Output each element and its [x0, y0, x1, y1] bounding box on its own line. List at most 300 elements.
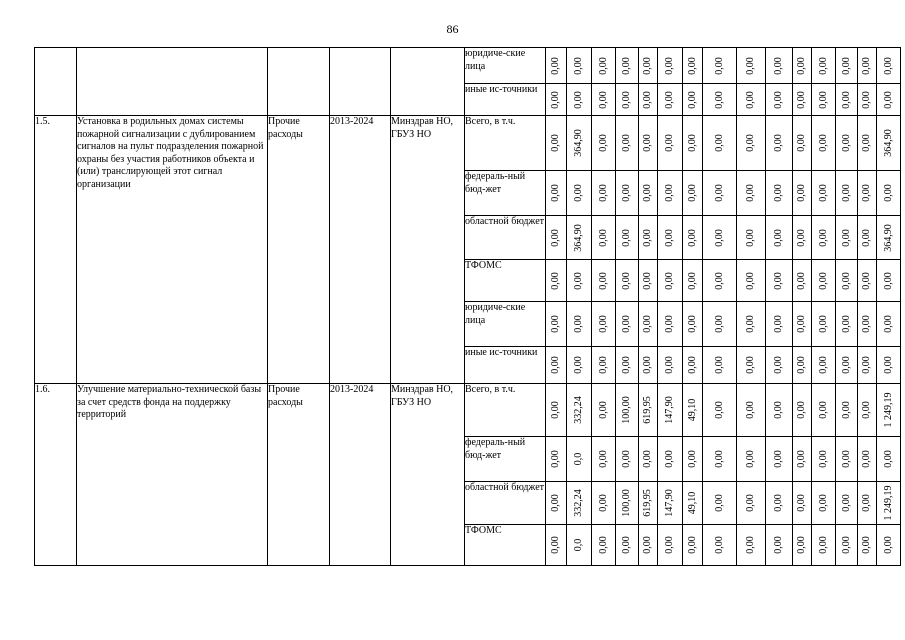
value-text: 0,00	[663, 536, 675, 554]
value-text: 0,00	[713, 356, 725, 374]
value-text: 0,00	[795, 450, 807, 468]
value-cell	[616, 482, 639, 525]
value-cell	[812, 384, 836, 437]
value-text: 0,00	[744, 494, 756, 512]
value-text: 0,00	[597, 56, 609, 75]
value-cell	[793, 437, 812, 482]
value-text: 0,00	[597, 90, 609, 109]
value-cell	[836, 216, 858, 260]
value-text: 0,00	[860, 356, 872, 374]
value-text: 0,00	[860, 56, 872, 75]
value-cell	[616, 171, 639, 216]
value-text: 0,00	[744, 536, 756, 554]
value-cell	[592, 482, 616, 525]
value-text: 0,00	[713, 401, 725, 419]
value-text: 0,00	[597, 494, 609, 512]
value-text: 0,00	[597, 134, 609, 152]
value-text: 364,90	[882, 129, 894, 157]
value-cell	[737, 482, 766, 525]
value-text: 0,00	[572, 184, 584, 202]
value-text: 0,00	[713, 271, 725, 290]
value-cell	[703, 482, 737, 525]
value-text: 0,00	[817, 450, 829, 468]
value-cell	[877, 260, 901, 302]
value-text: 332,24	[572, 396, 584, 424]
value-text: 0,00	[744, 90, 756, 109]
value-text: 0,00	[641, 134, 653, 152]
page-number: 86	[446, 22, 459, 36]
value-text: 49,10	[686, 491, 698, 515]
funding-source: иные ис-точники	[465, 84, 546, 116]
value-cell	[858, 116, 877, 171]
value-cell	[766, 525, 793, 566]
value-cell	[658, 525, 683, 566]
period: 2013-2024	[330, 384, 391, 566]
value-text: 0,00	[641, 536, 653, 554]
value-cell	[737, 302, 766, 347]
value-cell	[639, 525, 658, 566]
value-text: 0,00	[663, 356, 675, 374]
value-text: 0,00	[772, 401, 784, 419]
value-cell	[658, 384, 683, 437]
funding-source: ТФОМС	[465, 525, 546, 566]
value-cell	[639, 302, 658, 347]
value-text: 0,00	[597, 271, 609, 290]
value-text: 0,00	[686, 184, 698, 202]
value-text: 0,00	[882, 315, 894, 333]
value-text: 619,95	[641, 489, 653, 517]
value-cell	[683, 347, 703, 384]
funding-source: иные ис-точники	[465, 347, 546, 384]
value-text: 332,24	[572, 489, 584, 517]
value-cell	[737, 347, 766, 384]
value-cell	[836, 171, 858, 216]
value-cell	[639, 116, 658, 171]
value-cell	[546, 437, 567, 482]
value-text: 0,00	[663, 315, 675, 333]
value-text: 0,00	[686, 356, 698, 374]
value-cell	[877, 302, 901, 347]
value-text: 0,00	[817, 315, 829, 333]
value-text: 0,00	[597, 315, 609, 333]
value-cell	[592, 84, 616, 116]
value-text: 0,00	[882, 536, 894, 554]
value-text: 0,00	[744, 315, 756, 333]
value-cell	[737, 48, 766, 84]
value-cell	[592, 384, 616, 437]
executor: Минздрав НО, ГБУЗ НО	[391, 116, 465, 384]
value-text: 0,00	[686, 315, 698, 333]
value-cell	[766, 116, 793, 171]
value-text: 0,00	[620, 536, 632, 554]
value-cell	[793, 525, 812, 566]
value-text: 0,00	[795, 536, 807, 554]
value-text: 0,00	[713, 536, 725, 554]
expense-type-cell	[268, 48, 330, 116]
value-cell	[639, 171, 658, 216]
value-cell	[546, 482, 567, 525]
value-cell	[836, 84, 858, 116]
value-text: 364,90	[572, 129, 584, 157]
value-cell	[658, 482, 683, 525]
value-text: 0,00	[686, 271, 698, 290]
value-cell	[812, 116, 836, 171]
value-text: 0,00	[549, 315, 561, 333]
value-text: 0,00	[686, 450, 698, 468]
value-cell	[639, 216, 658, 260]
value-text: 0,00	[860, 184, 872, 202]
value-cell	[592, 216, 616, 260]
expense-type: Прочие расходы	[268, 384, 330, 566]
value-cell	[683, 384, 703, 437]
value-text: 0,00	[840, 450, 852, 468]
value-cell	[658, 216, 683, 260]
value-text: 0,00	[882, 356, 894, 374]
value-cell	[737, 384, 766, 437]
value-cell	[737, 260, 766, 302]
value-text: 0,00	[860, 90, 872, 109]
value-cell	[616, 347, 639, 384]
value-text: 0,00	[713, 494, 725, 512]
value-cell	[592, 260, 616, 302]
value-cell	[766, 48, 793, 84]
value-cell	[639, 347, 658, 384]
value-text: 0,00	[572, 356, 584, 374]
value-cell	[812, 525, 836, 566]
value-text: 364,90	[882, 223, 894, 252]
value-cell	[737, 437, 766, 482]
value-text: 0,00	[772, 494, 784, 512]
value-text: 0,00	[817, 56, 829, 75]
funding-source: ТФОМС	[465, 260, 546, 302]
value-cell	[877, 171, 901, 216]
value-cell	[836, 482, 858, 525]
value-text: 49,10	[686, 398, 698, 422]
value-cell	[639, 437, 658, 482]
value-text: 0,00	[713, 315, 725, 333]
value-cell	[703, 384, 737, 437]
value-text: 0,00	[620, 228, 632, 247]
value-text: 0,00	[817, 401, 829, 419]
period: 2013-2024	[330, 116, 391, 384]
value-cell	[567, 525, 592, 566]
value-text: 0,00	[772, 271, 784, 290]
value-text: 0,00	[795, 56, 807, 75]
value-cell	[703, 437, 737, 482]
value-text: 0,00	[713, 134, 725, 152]
value-text: 0,00	[882, 184, 894, 202]
value-cell	[567, 302, 592, 347]
value-cell	[567, 171, 592, 216]
value-text: 0,00	[744, 401, 756, 419]
value-cell	[567, 482, 592, 525]
funding-source: областной бюджет	[465, 482, 546, 525]
value-cell	[858, 260, 877, 302]
value-text: 0,00	[549, 356, 561, 374]
value-cell	[877, 482, 901, 525]
funding-source: федераль-ный бюд-жет	[465, 171, 546, 216]
value-text: 0,00	[641, 56, 653, 75]
value-text: 0,00	[772, 134, 784, 152]
value-cell	[793, 216, 812, 260]
value-text: 0,00	[663, 134, 675, 152]
expense-type: Прочие расходы	[268, 116, 330, 384]
value-text: 0,00	[597, 401, 609, 419]
value-text: 0,00	[817, 271, 829, 290]
value-text: 364,90	[572, 223, 584, 252]
value-cell	[812, 216, 836, 260]
value-cell	[766, 347, 793, 384]
value-cell	[658, 48, 683, 84]
value-cell	[766, 437, 793, 482]
value-cell	[858, 48, 877, 84]
value-text: 0,00	[840, 401, 852, 419]
value-cell	[683, 84, 703, 116]
value-cell	[616, 384, 639, 437]
funding-source: Всего, в т.ч.	[465, 384, 546, 437]
value-cell	[683, 216, 703, 260]
value-cell	[639, 84, 658, 116]
value-text: 0,00	[663, 56, 675, 75]
value-text: 619,95	[641, 396, 653, 424]
value-cell	[567, 347, 592, 384]
value-text: 0,00	[840, 271, 852, 290]
value-text: 0,00	[744, 271, 756, 290]
value-cell	[858, 347, 877, 384]
value-text: 0,00	[686, 90, 698, 109]
executor-cell	[391, 48, 465, 116]
value-cell	[616, 260, 639, 302]
value-cell	[546, 347, 567, 384]
value-cell	[812, 84, 836, 116]
value-text: 0,00	[772, 356, 784, 374]
value-text: 0,00	[549, 90, 561, 109]
value-text: 0,00	[860, 134, 872, 152]
value-cell	[766, 384, 793, 437]
value-cell	[546, 216, 567, 260]
value-text: 0,00	[817, 184, 829, 202]
value-cell	[737, 216, 766, 260]
value-text: 0,00	[641, 450, 653, 468]
value-cell	[858, 482, 877, 525]
value-cell	[616, 525, 639, 566]
value-cell	[567, 116, 592, 171]
table-row	[35, 48, 901, 84]
value-text: 0,00	[795, 315, 807, 333]
value-cell	[766, 84, 793, 116]
value-cell	[877, 347, 901, 384]
value-cell	[877, 48, 901, 84]
value-cell	[683, 482, 703, 525]
value-cell	[737, 525, 766, 566]
value-cell	[812, 48, 836, 84]
value-cell	[793, 260, 812, 302]
value-cell	[766, 482, 793, 525]
value-cell	[703, 260, 737, 302]
value-cell	[546, 260, 567, 302]
value-text: 0,00	[549, 536, 561, 554]
executor: Минздрав НО, ГБУЗ НО	[391, 384, 465, 566]
row-number: 1.6.	[35, 384, 77, 566]
value-text: 0,00	[549, 450, 561, 468]
value-text: 0,00	[882, 450, 894, 468]
value-text: 0,00	[817, 356, 829, 374]
value-cell	[567, 384, 592, 437]
value-text: 0,00	[795, 271, 807, 290]
value-text: 147,90	[663, 489, 675, 517]
value-cell	[616, 302, 639, 347]
value-cell	[616, 437, 639, 482]
value-cell	[658, 260, 683, 302]
value-cell	[877, 437, 901, 482]
value-cell	[658, 171, 683, 216]
value-cell	[877, 216, 901, 260]
value-cell	[703, 116, 737, 171]
value-cell	[546, 525, 567, 566]
value-text: 0,00	[641, 184, 653, 202]
value-cell	[877, 525, 901, 566]
value-cell	[639, 48, 658, 84]
value-text: 0,00	[572, 315, 584, 333]
value-text: 147,90	[663, 396, 675, 424]
value-cell	[683, 116, 703, 171]
value-text: 0,00	[663, 228, 675, 247]
value-cell	[766, 216, 793, 260]
value-text: 0,00	[772, 90, 784, 109]
value-text: 100,00	[620, 396, 632, 424]
value-text: 0,00	[620, 56, 632, 75]
value-text: 0,00	[686, 536, 698, 554]
value-text: 0,00	[795, 228, 807, 247]
value-cell	[683, 302, 703, 347]
value-cell	[836, 384, 858, 437]
value-text: 100,00	[620, 489, 632, 517]
value-text: 1 249,19	[882, 392, 894, 428]
value-text: 0,00	[744, 184, 756, 202]
value-cell	[683, 171, 703, 216]
measure-name: Установка в родильных домах системы пожарной сигнализации с дублированием сигналов на пульт подразделения пожарной охраны без участия работников объекта и (или) транслирующей этот сигнал организации	[77, 116, 268, 384]
value-cell	[658, 347, 683, 384]
value-text: 0,00	[572, 90, 584, 109]
value-cell	[793, 84, 812, 116]
value-text: 0,00	[744, 450, 756, 468]
value-text: 0,00	[620, 450, 632, 468]
value-cell	[592, 302, 616, 347]
value-text: 0,00	[620, 271, 632, 290]
value-cell	[858, 84, 877, 116]
value-text: 0,00	[840, 356, 852, 374]
value-cell	[703, 347, 737, 384]
value-text: 0,00	[597, 184, 609, 202]
value-text: 0,00	[840, 90, 852, 109]
value-cell	[793, 384, 812, 437]
value-text: 0,00	[860, 228, 872, 247]
value-cell	[836, 437, 858, 482]
value-text: 0,00	[686, 228, 698, 247]
value-cell	[812, 260, 836, 302]
value-text: 0,00	[663, 271, 675, 290]
value-cell	[737, 116, 766, 171]
value-cell	[546, 48, 567, 84]
value-text: 0,00	[860, 450, 872, 468]
value-text: 0,00	[686, 56, 698, 75]
value-text: 0,00	[772, 536, 784, 554]
value-text: 0,00	[713, 228, 725, 247]
value-cell	[592, 48, 616, 84]
value-text: 0,00	[795, 494, 807, 512]
value-cell	[703, 48, 737, 84]
value-text: 0,00	[795, 134, 807, 152]
value-text: 0,0	[572, 538, 584, 552]
row-number-cell	[35, 48, 77, 116]
value-text: 0,00	[840, 536, 852, 554]
value-cell	[639, 260, 658, 302]
value-cell	[877, 84, 901, 116]
value-cell	[737, 84, 766, 116]
value-cell	[877, 384, 901, 437]
value-text: 0,00	[817, 90, 829, 109]
value-text: 0,00	[549, 401, 561, 419]
value-text: 0,00	[817, 494, 829, 512]
value-text: 0,00	[713, 450, 725, 468]
value-cell	[567, 48, 592, 84]
value-text: 0,00	[620, 184, 632, 202]
value-text: 0,00	[549, 56, 561, 75]
value-cell	[703, 84, 737, 116]
value-cell	[793, 171, 812, 216]
funding-source: Всего, в т.ч.	[465, 116, 546, 171]
value-cell	[546, 384, 567, 437]
value-cell	[812, 171, 836, 216]
value-cell	[592, 347, 616, 384]
value-cell	[592, 171, 616, 216]
value-text: 0,00	[620, 315, 632, 333]
value-cell	[877, 116, 901, 171]
table-row	[35, 116, 901, 171]
funding-source: юридиче-ские лица	[465, 48, 546, 84]
value-text: 0,00	[641, 315, 653, 333]
value-text: 0,00	[795, 184, 807, 202]
value-text: 0,00	[663, 90, 675, 109]
value-cell	[858, 384, 877, 437]
value-cell	[793, 302, 812, 347]
value-cell	[703, 216, 737, 260]
value-cell	[546, 171, 567, 216]
value-cell	[703, 302, 737, 347]
value-cell	[567, 437, 592, 482]
value-text: 0,00	[744, 134, 756, 152]
value-cell	[616, 216, 639, 260]
value-cell	[683, 437, 703, 482]
value-text: 0,00	[860, 401, 872, 419]
value-text: 0,00	[772, 450, 784, 468]
value-cell	[812, 437, 836, 482]
value-cell	[858, 216, 877, 260]
budget-table	[34, 47, 901, 566]
value-text: 0,00	[597, 536, 609, 554]
value-text: 0,00	[549, 134, 561, 152]
value-text: 0,00	[860, 494, 872, 512]
value-cell	[836, 525, 858, 566]
value-text: 0,00	[549, 494, 561, 512]
value-text: 0,00	[860, 271, 872, 290]
funding-source: федераль-ный бюд-жет	[465, 437, 546, 482]
measure-name-cell	[77, 48, 268, 116]
value-text: 0,00	[686, 134, 698, 152]
value-text: 0,00	[840, 228, 852, 247]
value-cell	[658, 437, 683, 482]
value-cell	[858, 525, 877, 566]
